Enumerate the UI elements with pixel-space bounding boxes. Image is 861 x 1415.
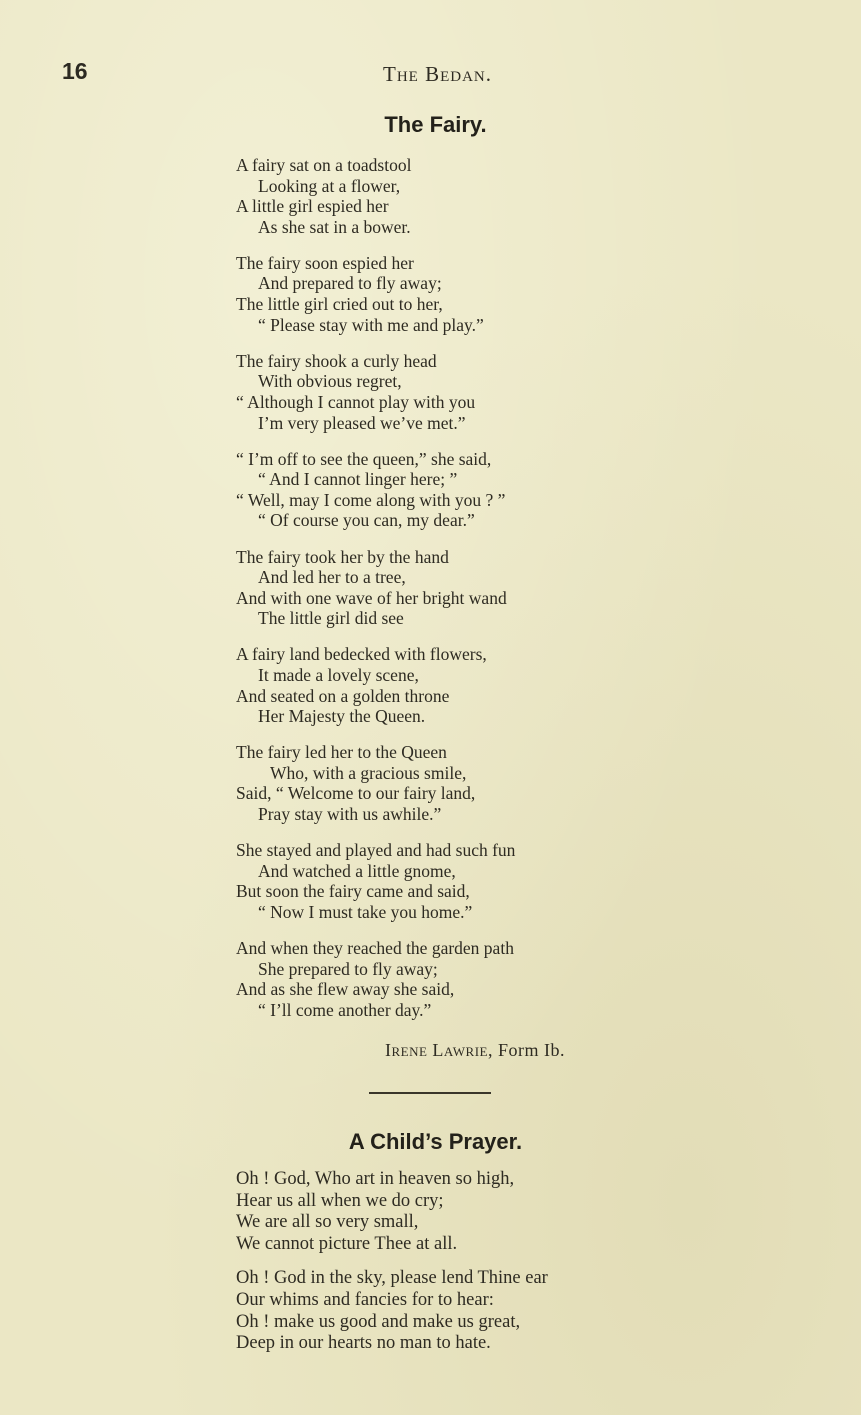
- stanza: [236, 449, 515, 531]
- poem-line: But soon the fairy came and said,: [236, 881, 470, 902]
- poem-line: The fairy soon espied her: [236, 252, 414, 273]
- poem-line: We cannot picture Thee at all.: [236, 1233, 458, 1254]
- poem-line: Looking at a flower,: [258, 175, 401, 196]
- poem-line: “ Now I must take you home.”: [258, 901, 473, 922]
- poem-line: And when they reached the garden path: [236, 938, 514, 958]
- poem-title-fairy: The Fairy.: [384, 112, 487, 137]
- stanza: [236, 547, 515, 629]
- poem-line: A fairy land bedecked with flowers,: [236, 644, 487, 665]
- poem-line: “ I’ll come another day.”: [258, 999, 432, 1020]
- poem-line: It made a lovely scene,: [258, 664, 419, 685]
- stanza: [236, 840, 515, 922]
- poem-line: Our whims and fancies for to hear:: [236, 1289, 494, 1310]
- poem-title-prayer: A Child’s Prayer.: [348, 1129, 523, 1154]
- poem-line: Who, with a gracious smile,: [270, 762, 467, 783]
- poem-line: Oh ! God in the sky, please lend Thine ear: [236, 1268, 548, 1289]
- poem-line: Hear us all when we do cry;: [236, 1190, 444, 1211]
- stanza: [236, 1169, 548, 1255]
- poem-attribution: [385, 1040, 565, 1061]
- stanza: [236, 155, 515, 237]
- poem-line: The little girl cried out to her,: [236, 294, 443, 315]
- poem-line: And as she flew away she said,: [236, 979, 455, 1000]
- poem-body-prayer: [236, 1169, 548, 1368]
- poem-line: And prepared to fly away;: [258, 273, 442, 294]
- poem-line: We are all so very small,: [236, 1212, 419, 1233]
- poem-line: Her Majesty the Queen.: [258, 706, 426, 727]
- poem-line: “ And I cannot linger here; ”: [258, 469, 458, 490]
- poem-line: With obvious regret,: [258, 371, 402, 392]
- poem-line: I’m very pleased we’ve met.”: [258, 412, 466, 433]
- stanza: [236, 644, 515, 726]
- page-number: 16: [62, 58, 88, 84]
- poem-line: And with one wave of her bright wand: [236, 587, 507, 608]
- poem-line: A little girl espied her: [236, 196, 389, 217]
- poem-line: The fairy shook a curly head: [236, 350, 437, 371]
- stanza: [236, 253, 515, 335]
- poem-line: And seated on a golden throne: [236, 685, 450, 706]
- poem-line: And watched a little gnome,: [258, 860, 456, 881]
- author-form: , Form Ib.: [488, 1040, 565, 1060]
- poem-line: Oh ! make us good and make us great,: [236, 1311, 521, 1332]
- poem-line: The little girl did see: [258, 608, 404, 629]
- poem-line: “ Although I cannot play with you: [236, 391, 476, 412]
- poem-body-fairy: [236, 155, 515, 1036]
- poem-line: The fairy led her to the Queen: [236, 742, 447, 763]
- poem-line: She prepared to fly away;: [258, 958, 438, 979]
- poem-line: Oh ! God, Who art in heaven so high,: [236, 1169, 515, 1189]
- poem-line: And led her to a tree,: [258, 567, 406, 588]
- poem-line: “ Please stay with me and play.”: [258, 314, 484, 335]
- poem-line: A fairy sat on a toadstool: [236, 155, 412, 175]
- stanza: [236, 351, 515, 433]
- stanza: [236, 742, 515, 824]
- poem-line: “ Well, may I come along with you ? ”: [236, 489, 506, 510]
- stanza: [236, 1268, 548, 1354]
- running-head: The Bedan.: [383, 62, 492, 86]
- poem-line: “ Of course you can, my dear.”: [258, 510, 475, 531]
- poem-line: Pray stay with us awhile.”: [258, 804, 442, 825]
- poem-line: “ I’m off to see the queen,” she said,: [236, 448, 492, 469]
- poem-line: As she sat in a bower.: [258, 216, 411, 237]
- poem-line: Deep in our hearts no man to hate.: [236, 1333, 491, 1354]
- poem-line: Said, “ Welcome to our fairy land,: [236, 783, 476, 804]
- poem-line: The fairy took her by the hand: [236, 546, 449, 567]
- poem-line: She stayed and played and had such fun: [236, 840, 516, 861]
- stanza: [236, 938, 515, 1020]
- author-name: Irene Lawrie: [385, 1040, 488, 1060]
- section-divider: [369, 1092, 491, 1094]
